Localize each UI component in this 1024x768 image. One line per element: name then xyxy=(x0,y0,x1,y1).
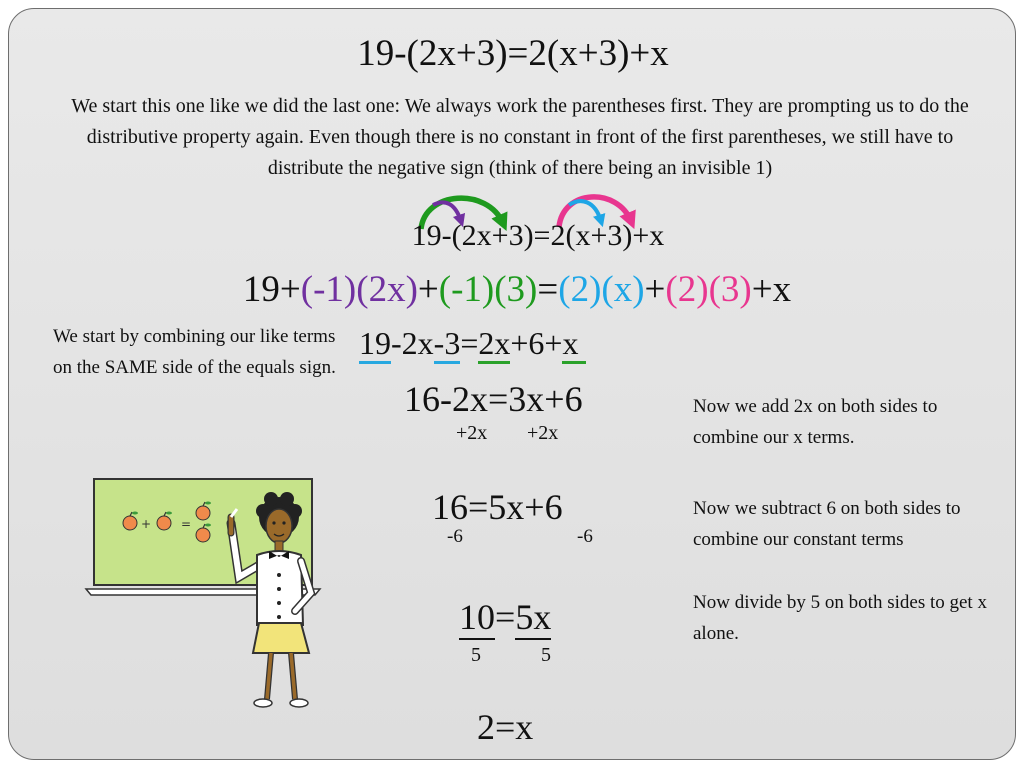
equation-combined-terms xyxy=(359,327,586,359)
term: 19+ xyxy=(242,269,301,310)
equals-sign: = xyxy=(495,597,516,637)
term-green: (-1)(3) xyxy=(438,269,538,310)
equation-original: 19-(2x+3)=2(x+3)+x xyxy=(411,219,665,252)
underlined-term: 19 xyxy=(359,325,391,364)
equation-step-add: 16-2x=3x+6 xyxy=(404,379,583,419)
teacher-illustration xyxy=(81,471,331,711)
denominator-right: 5 xyxy=(541,644,551,666)
equation-step-subtract: 16=5x+6 xyxy=(432,487,563,527)
board-plus: + xyxy=(141,517,152,531)
term: + xyxy=(644,269,666,310)
numerator-right: 5x xyxy=(515,597,551,640)
note-add: Now we add 2x on both sides to combine our x terms. xyxy=(693,396,938,448)
underlined-term: 2x xyxy=(478,325,510,364)
answer: 2=x xyxy=(477,707,534,747)
equation-step-divide xyxy=(459,599,551,635)
term: = xyxy=(537,269,559,310)
term: + xyxy=(417,269,439,310)
note-subtract: Now we subtract 6 on both sides to combine our constant terms xyxy=(693,498,961,550)
underlined-term: x xyxy=(562,325,586,364)
note-divide: Now divide by 5 on both sides to get x alone. xyxy=(693,592,987,644)
term: +6+ xyxy=(510,325,563,361)
step-subtract-right: -6 xyxy=(577,526,593,547)
numerator-left: 10 xyxy=(459,597,495,640)
term: = xyxy=(460,325,479,361)
note-combine: We start by combining our like terms on the SAME side of the equals sign. xyxy=(53,326,336,378)
equation-distributed xyxy=(9,271,1016,308)
term: +x xyxy=(751,269,792,310)
step-add-left: +2x xyxy=(456,422,488,444)
denominator-left: 5 xyxy=(471,644,481,666)
term-purple: (-1)(2x) xyxy=(300,269,418,310)
slide xyxy=(8,8,1016,760)
term: -2x xyxy=(391,325,434,361)
step-subtract-left: -6 xyxy=(447,526,463,547)
board-equals: = xyxy=(181,517,192,531)
title-equation: 19-(2x+3)=2(x+3)+x xyxy=(357,33,669,74)
step-add-right: +2x xyxy=(527,422,559,444)
underlined-term: -3 xyxy=(434,325,461,364)
intro-paragraph: We start this one like we did the last one: We always work the parentheses first. They are prompting us to do the distributive property again. Even though there is no constant in front of the first parentheses, we still have to distribute the negative sign (think of there being an invisible 1) xyxy=(71,95,969,179)
term-blue: (2)(x) xyxy=(558,269,645,310)
term-pink: (2)(3) xyxy=(665,269,752,310)
